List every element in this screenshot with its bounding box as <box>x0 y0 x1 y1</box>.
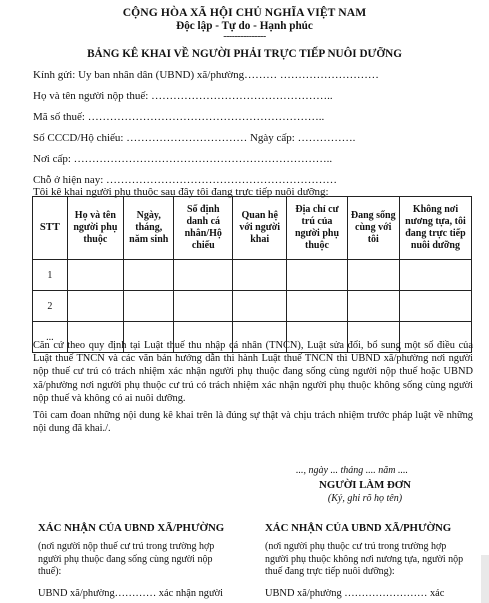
country-heading: CỘNG HÒA XÃ HỘI CHỦ NGHĨA VIỆT NAM <box>122 6 367 19</box>
confirmation-left-heading: XÁC NHẬN CỦA UBND XÃ/PHƯỜNG <box>38 522 225 534</box>
confirmation-right-note: (nơi người phụ thuộc cư trú trong trường hợp người phụ thuộc không nơi nương tựa, người nộp thuế đang trực tiếp nuôi dưỡng): <box>265 541 464 577</box>
col-header-name: Họ và tên người phụ thuộc <box>67 197 123 260</box>
confirmation-right-line: UBND xã/phường …………………… xác <box>265 587 445 599</box>
signature-date: ..., ngày ... tháng .... năm .... <box>296 465 408 476</box>
tax-code-line: Mã số thuế: ……………………………………………………….. <box>33 111 325 123</box>
signer-title: NGƯỜI LÀM ĐƠN <box>319 479 411 491</box>
col-header-no-support: Không nơi nương tựa, tôi đang trực tiếp nuôi dưỡng <box>399 197 471 260</box>
commitment-paragraph: Tôi cam đoan những nội dung kê khai trên là đúng sự thật và chịu trách nhiệm trước pháp luật về những nội dung đã khai./. <box>33 410 473 435</box>
col-header-address: Địa chỉ cư trú của người phụ thuộc <box>287 197 347 260</box>
table-row <box>33 260 472 291</box>
col-header-relation: Quan hệ với người khai <box>233 197 287 260</box>
id-card-line: Số CCCD/Hộ chiếu: …………………………… Ngày cấp: ……………. <box>33 132 356 144</box>
table-row <box>33 291 472 322</box>
col-header-living-with: Đang sống cùng với tôi <box>347 197 399 260</box>
header-separator: --------------- <box>223 31 266 42</box>
recipient-line: Kính gửi: Uy ban nhân dân (UBND) xã/phường……… ……………………… <box>33 69 379 81</box>
col-header-dob: Ngày, tháng, năm sinh <box>124 197 174 260</box>
confirmation-left-note: (nơi người nộp thuế cư trú trong trường hợp người phụ thuộc đang sống cùng người nộp thuế): <box>38 541 215 577</box>
motto-heading: Độc lập - Tự do - Hạnh phúc <box>176 20 313 32</box>
table-header-row <box>33 197 472 260</box>
taxpayer-name-line: Họ và tên người nộp thuế: ………………………………………….. <box>33 90 333 102</box>
row-number: 2 <box>33 291 68 322</box>
declaration-intro: Tôi kê khai người phụ thuộc sau đây tôi đang trực tiếp nuôi dưỡng: <box>33 186 329 198</box>
residence-line: Chỗ ở hiện nay: ……………………………………………………… <box>33 174 338 186</box>
confirmation-right-heading: XÁC NHẬN CỦA UBND XÃ/PHƯỜNG <box>265 522 452 534</box>
col-header-stt: STT <box>33 197 68 260</box>
row-number: 1 <box>33 260 68 291</box>
confirmation-left-line: UBND xã/phường………… xác nhận người <box>38 587 224 599</box>
legal-basis-paragraph: Căn cứ theo quy định tại Luật thuế thu nhập cá nhân (TNCN), Luật sửa đổi, bổ sung một số điều của Luật thuế TNCN và các văn bản hướng dẫn thi hành Luật thuế TNCN thì UBND xã/phường nơi người nộp thuế cư trú có trách nhiệm xác nhận người phụ thuộc đang sống cùng người nộp thuế hoặc UBND xã/phường nơi người phụ thuộc cư trú có trách nhiệm xác nhận người phụ thuộc không sống cùng người nộp thuế và không có ai nuôi dưỡng. <box>33 340 473 404</box>
row-number: ... <box>33 322 68 353</box>
scrollbar[interactable] <box>481 555 489 603</box>
col-header-id: Số định danh cá nhân/Hộ chiếu <box>174 197 233 260</box>
signer-note: (Ký, ghi rõ họ tên) <box>327 493 403 504</box>
confirmation-right <box>265 522 465 599</box>
dependents-table <box>32 196 472 353</box>
issue-place-line: Nơi cấp: …………………………………………………………….. <box>33 153 333 165</box>
confirmation-left <box>38 522 238 599</box>
document-title: BẢNG KÊ KHAI VỀ NGƯỜI PHẢI TRỰC TIẾP NUÔI DƯỠNG <box>87 48 402 60</box>
